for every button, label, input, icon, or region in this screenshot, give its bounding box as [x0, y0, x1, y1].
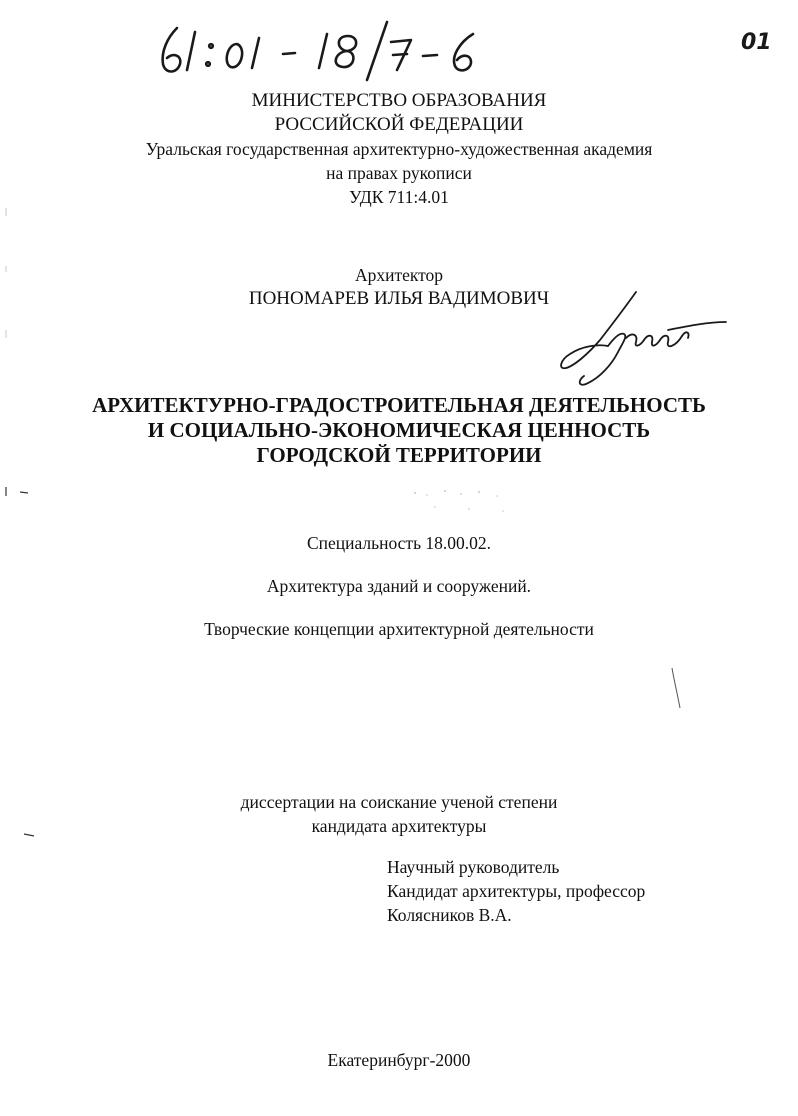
degree-line-1: диссертации на соискание ученой степени — [240, 792, 558, 812]
specialty-block — [0, 531, 798, 641]
dissertation-title — [0, 393, 798, 468]
author-role: Архитектор — [354, 265, 444, 285]
academy-name: Уральская государственная архитектурно-художественная академия — [145, 139, 653, 159]
author-name: ПОНОМАРЕВ ИЛЬЯ ВАДИМОВИЧ — [248, 288, 550, 309]
place-and-year — [0, 1048, 798, 1072]
handwritten-call-number — [155, 20, 485, 82]
supervisor-credentials: Кандидат архитектуры, профессор — [387, 881, 646, 901]
scan-mark — [668, 664, 688, 714]
specialty-code: Специальность 18.00.02. — [306, 533, 492, 553]
handwritten-signature — [548, 288, 733, 393]
spacer — [0, 598, 798, 617]
scan-noise — [405, 485, 515, 525]
document-header — [0, 89, 798, 209]
manuscript-rights: на правах рукописи — [326, 163, 472, 183]
scan-mark — [3, 206, 11, 346]
city-year: Екатеринбург-2000 — [327, 1050, 471, 1070]
title-line-3: ГОРОДСКОЙ ТЕРРИТОРИИ — [256, 443, 542, 467]
supervisor-block — [387, 855, 645, 927]
scan-mark — [20, 828, 40, 840]
degree-block — [0, 790, 798, 838]
spacer — [0, 555, 798, 574]
title-line-1: АРХИТЕКТУРНО-ГРАДОСТРОИТЕЛЬНАЯ ДЕЯТЕЛЬНОСТЬ — [92, 393, 706, 417]
supervisor-name: Колясников В.А. — [387, 905, 512, 925]
supervisor-role: Научный руководитель — [387, 857, 560, 877]
ministry-line-1: МИНИСТЕРСТВО ОБРАЗОВАНИЯ — [251, 90, 547, 111]
specialty-concept: Творческие концепции архитектурной деятельности — [204, 619, 594, 639]
title-line-2: И СОЦИАЛЬНО-ЭКОНОМИЧЕСКАЯ ЦЕННОСТЬ — [147, 418, 651, 442]
ministry-line-2: РОССИЙСКОЙ ФЕДЕРАЦИИ — [274, 114, 524, 135]
udc-code: УДК 711:4.01 — [349, 187, 449, 207]
handwritten-page-number: 01 — [741, 30, 772, 55]
scan-mark — [2, 484, 32, 500]
degree-line-2: кандидата архитектуры — [311, 816, 487, 836]
specialty-field: Архитектура зданий и сооружений. — [266, 576, 532, 596]
